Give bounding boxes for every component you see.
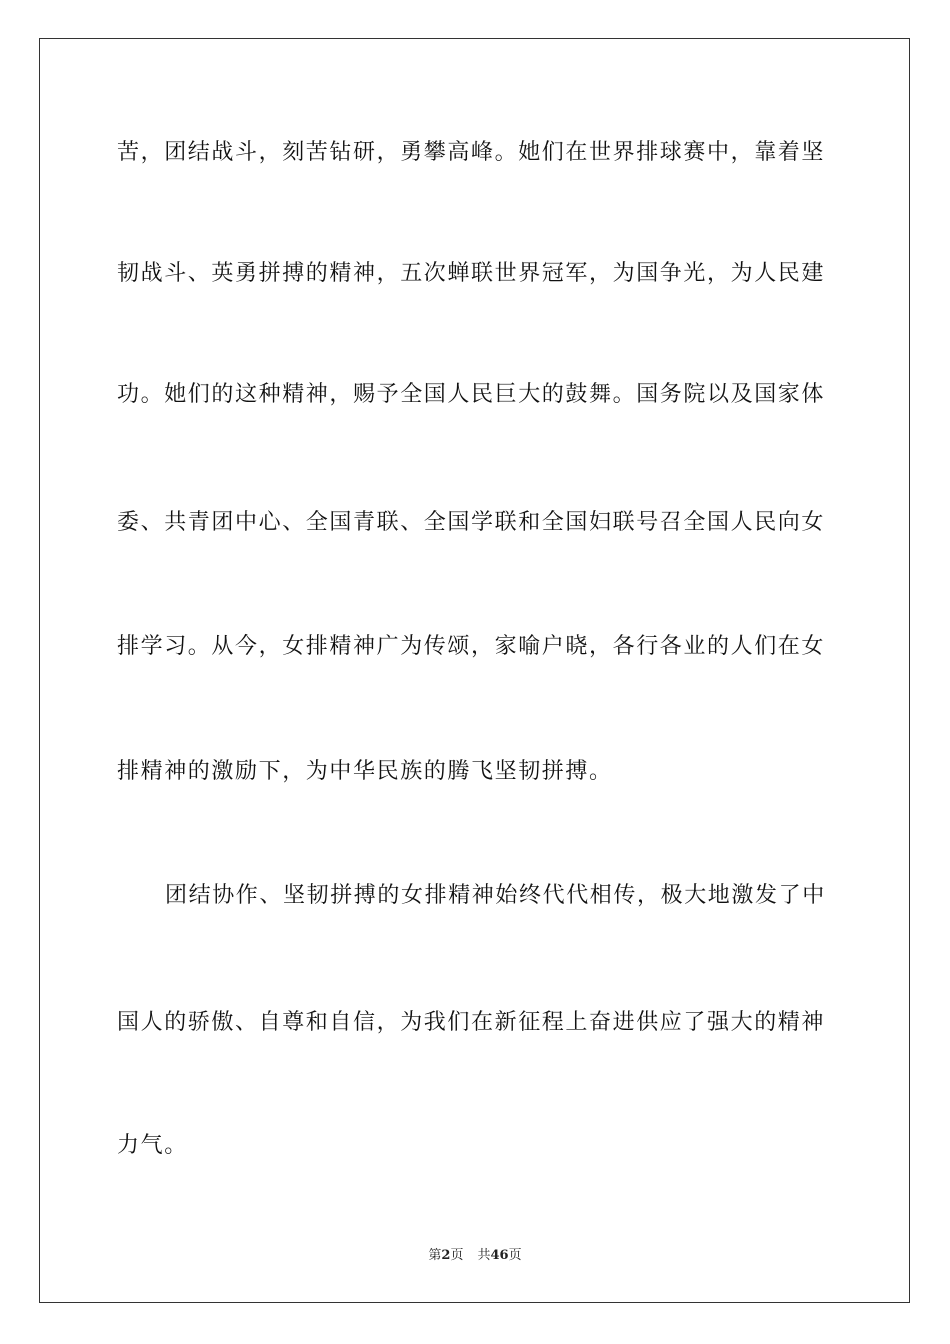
paragraph-line: 苦，团结战斗，刻苦钻研，勇攀高峰。她们在世界排球赛中，靠着坚 xyxy=(117,140,826,165)
paragraph-line-indented: 团结协作、坚韧拼搏的女排精神始终代代相传，极大地激发了中 xyxy=(165,883,826,908)
page-border xyxy=(39,38,910,1303)
paragraph-line: 韧战斗、英勇拼搏的精神，五次蝉联世界冠军，为国争光，为人民建 xyxy=(117,261,826,286)
page-prefix: 第 xyxy=(428,1248,442,1263)
paragraph-line: 排学习。从今，女排精神广为传颂，家喻户晓，各行各业的人们在女 xyxy=(117,634,826,659)
paragraph-line: 力气。 xyxy=(117,1133,188,1158)
page-number: 2 xyxy=(441,1248,451,1263)
total-suffix: 页 xyxy=(508,1248,522,1263)
paragraph-line: 排精神的激励下，为中华民族的腾飞坚韧拼搏。 xyxy=(117,759,613,784)
paragraph-line: 国人的骄傲、自尊和自信，为我们在新征程上奋进供应了强大的精神 xyxy=(117,1010,826,1035)
page-footer xyxy=(0,1247,950,1265)
page-suffix: 页 xyxy=(450,1248,464,1263)
total-pages: 46 xyxy=(490,1248,509,1263)
total-prefix: 共 xyxy=(477,1248,491,1263)
paragraph-line: 委、共青团中心、全国青联、全国学联和全国妇联号召全国人民向女 xyxy=(117,510,826,535)
paragraph-line: 功。她们的这种精神，赐予全国人民巨大的鼓舞。国务院以及国家体 xyxy=(117,382,826,407)
